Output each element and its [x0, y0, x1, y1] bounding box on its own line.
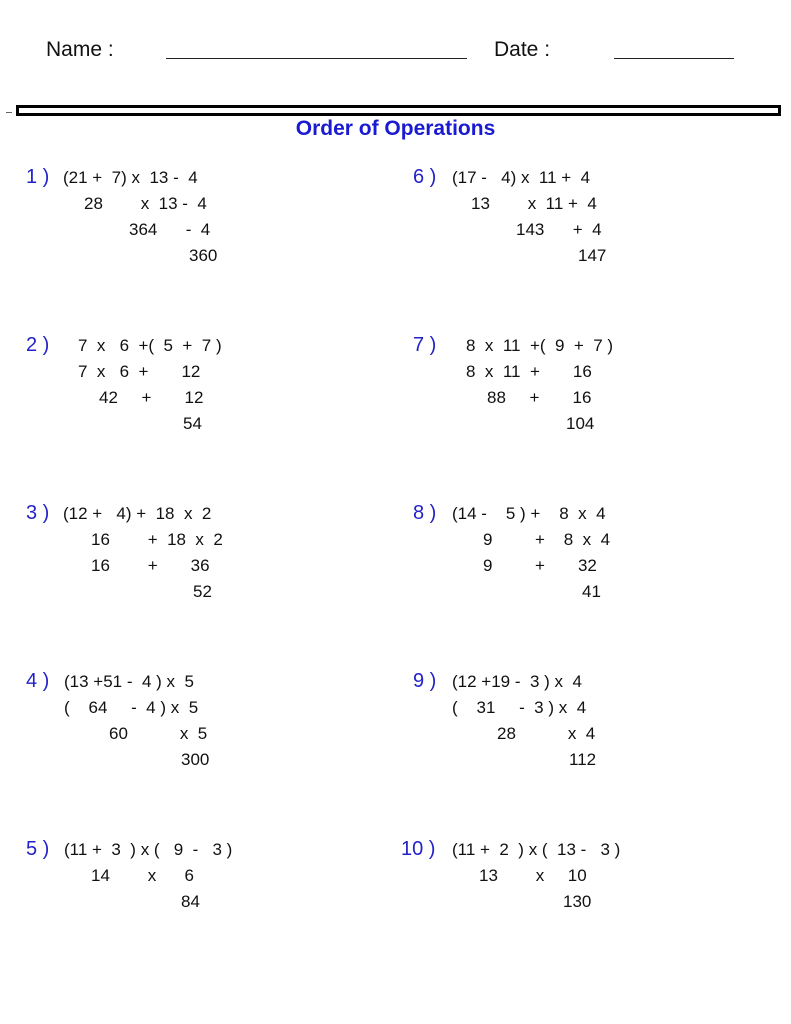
answer-line: 84: [181, 892, 200, 911]
step-line: (11 + 2 ) x ( 13 - 3 ): [452, 840, 621, 859]
step-line: 42 + 12: [99, 388, 204, 407]
step-line: (13 +51 - 4 ) x 5: [64, 672, 194, 691]
step-line: 8 x 11 +( 9 + 7 ): [466, 336, 614, 355]
name-field[interactable]: [166, 58, 467, 59]
step-line: 9 + 32: [483, 556, 597, 575]
answer-line: 130: [563, 892, 592, 911]
step-line: 143 + 4: [516, 220, 602, 239]
problem-number: 6 ): [413, 166, 437, 188]
step-line: (14 - 5 ) + 8 x 4: [452, 504, 606, 523]
problem-number: 7 ): [413, 334, 437, 356]
step-line: 16 + 36: [91, 556, 210, 575]
step-line: 364 - 4: [129, 220, 211, 239]
answer-line: 41: [582, 582, 601, 601]
margin-mark: [6, 112, 12, 113]
step-line: (21 + 7) x 13 - 4: [63, 168, 198, 187]
step-line: 13 x 10: [479, 866, 587, 885]
problem-number: 9 ): [413, 670, 437, 692]
step-line: 9 + 8 x 4: [483, 530, 611, 549]
step-line: (11 + 3 ) x ( 9 - 3 ): [64, 840, 233, 859]
step-line: 13 x 11 + 4: [471, 194, 597, 213]
step-line: ( 31 - 3 ) x 4: [452, 698, 587, 717]
step-line: 88 + 16: [487, 388, 592, 407]
problem-number: 2 ): [26, 334, 50, 356]
page-title: Order of Operations: [295, 117, 496, 140]
date-field[interactable]: [614, 58, 734, 59]
answer-line: 104: [566, 414, 595, 433]
answer-line: 360: [189, 246, 218, 265]
problem-number: 8 ): [413, 502, 437, 524]
header-divider: [16, 105, 781, 116]
step-line: (12 + 4) + 18 x 2: [63, 504, 212, 523]
step-line: ( 64 - 4 ) x 5: [64, 698, 199, 717]
name-label: Name :: [46, 38, 114, 61]
problem-number: 3 ): [26, 502, 50, 524]
step-line: (12 +19 - 3 ) x 4: [452, 672, 582, 691]
step-line: 28 x 13 - 4: [84, 194, 207, 213]
step-line: 14 x 6: [91, 866, 194, 885]
answer-line: 147: [578, 246, 607, 265]
answer-line: 52: [193, 582, 212, 601]
date-label: Date :: [494, 38, 551, 61]
step-line: (17 - 4) x 11 + 4: [452, 168, 591, 187]
problem-number: 5 ): [26, 838, 50, 860]
answer-line: 112: [569, 750, 597, 769]
problem-number: 1 ): [26, 166, 50, 188]
answer-line: 300: [181, 750, 210, 769]
step-line: 7 x 6 + 12: [78, 362, 201, 381]
answer-line: 54: [183, 414, 202, 433]
step-line: 28 x 4: [497, 724, 596, 743]
step-line: 60 x 5: [109, 724, 208, 743]
step-line: 8 x 11 + 16: [466, 362, 592, 381]
problem-number: 10 ): [401, 838, 436, 860]
problem-number: 4 ): [26, 670, 50, 692]
step-line: 7 x 6 +( 5 + 7 ): [78, 336, 222, 355]
step-line: 16 + 18 x 2: [91, 530, 223, 549]
